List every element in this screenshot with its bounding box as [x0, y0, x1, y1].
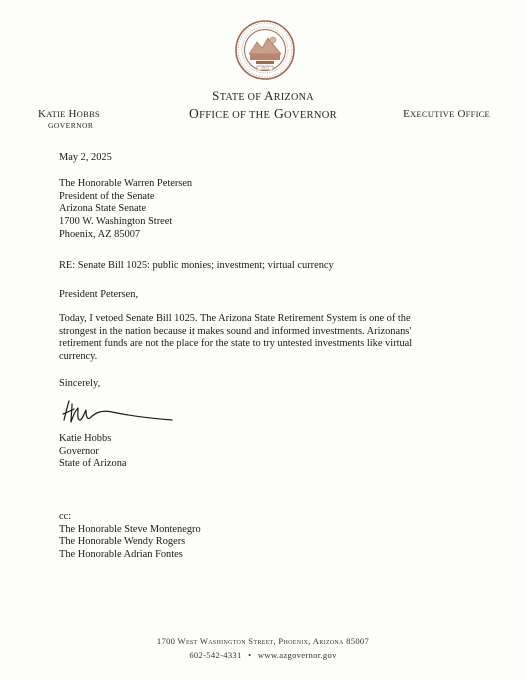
footer-phone: 602-542-4331 [189, 650, 242, 660]
signer-line: State of Arizona [59, 458, 127, 470]
seal-year: 1912 [261, 65, 269, 71]
recipient-line: Phoenix, AZ 85007 [59, 228, 141, 240]
cc-label: cc: [59, 511, 72, 522]
cc-line: The Honorable Wendy Rogers [59, 536, 186, 548]
closing: Sincerely, [59, 378, 101, 389]
office-title: OFFICE OF THE GOVERNOR [189, 106, 337, 121]
body-line: strongest in the nation because it makes sound and informed investments. Arizonans' [59, 325, 412, 337]
footer-contact [0, 650, 526, 660]
state-title: STATE OF ARIZONA [212, 88, 314, 103]
recipient-address [59, 178, 479, 242]
recipient-line: The Honorable Warren Petersen [59, 178, 193, 189]
signer-line: Katie Hobbs [59, 433, 112, 444]
recipient-line: Arizona State Senate [59, 203, 147, 215]
letter-body [59, 313, 479, 364]
cc-line: The Honorable Steve Montenegro [59, 523, 201, 535]
governor-role: GOVERNOR [48, 121, 94, 130]
footer-bullet: • [248, 650, 252, 660]
body-line: currency. [59, 351, 98, 363]
footer-website[interactable]: www.azgovernor.gov [257, 650, 337, 660]
executive-office-label: EXECUTIVE OFFICE [403, 108, 490, 120]
letter-date: May 2, 2025 [59, 152, 112, 163]
subject-line: RE: Senate Bill 1025: public monies; investment; virtual currency [59, 260, 334, 271]
cc-line: The Honorable Adrian Fontes [59, 549, 183, 561]
signature-image [56, 398, 176, 428]
footer-address: 1700 West Washington Street, Phoenix, Arizona 85007 [156, 636, 370, 646]
recipient-line: President of the Senate [59, 190, 155, 202]
state-seal-icon [235, 20, 295, 80]
body-line: retirement funds are not the place for the state to try untested investments like virtual [59, 338, 413, 350]
signer-block [59, 433, 479, 471]
body-line: Today, I vetoed Senate Bill 1025. The Arizona State Retirement System is one of the [59, 313, 411, 324]
governor-name: KATIE HOBBS [38, 108, 100, 120]
recipient-line: 1700 W. Washington Street [59, 216, 173, 228]
salutation: President Petersen, [59, 289, 139, 300]
signer-line: Governor [59, 445, 99, 457]
governor-name-block [38, 108, 100, 130]
cc-list [59, 511, 479, 562]
